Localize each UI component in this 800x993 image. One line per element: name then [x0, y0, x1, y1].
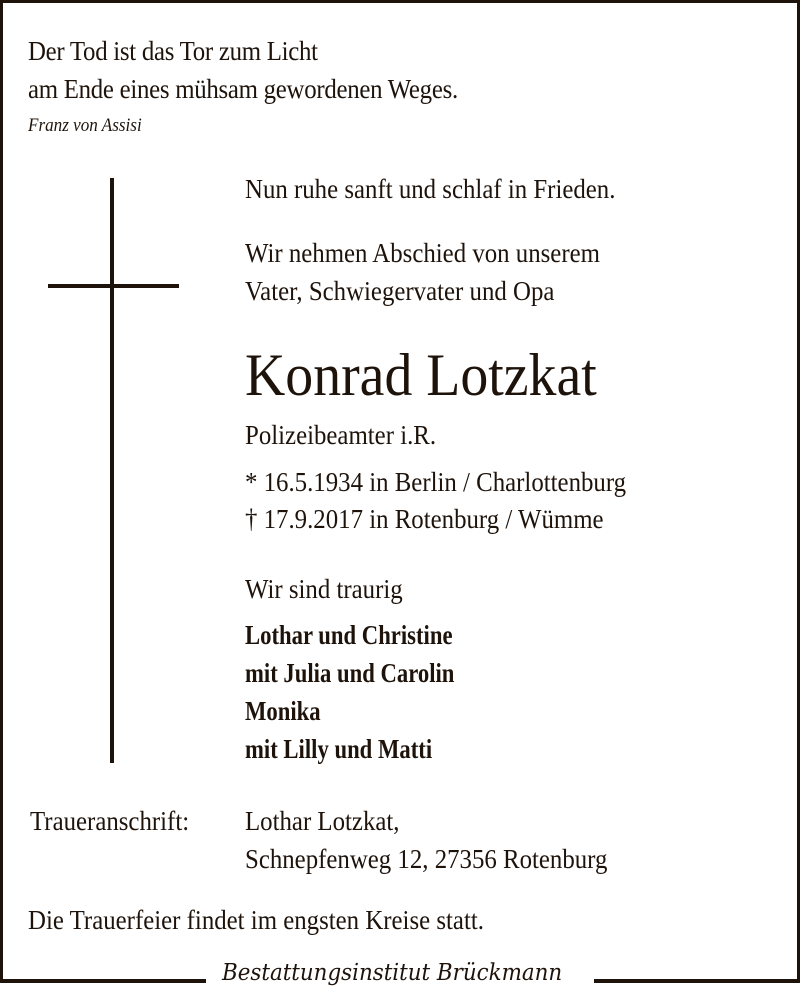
deceased-title: Polizeibeamter i.R. — [245, 420, 437, 450]
address-label: Traueranschrift: — [30, 806, 190, 836]
quote-line: Der Tod ist das Tor zum Licht — [28, 36, 318, 66]
death-date: † 17.9.2017 in Rotenburg / Wümme — [245, 504, 604, 534]
quote-author: Franz von Assisi — [28, 115, 142, 136]
rest-in-peace-line: Nun ruhe sanft und schlaf in Frieden. — [245, 174, 616, 204]
mourner-line: mit Lilly und Matti — [245, 734, 433, 764]
frame-border-bottom-left — [0, 979, 206, 983]
funeral-home-signature: Bestattungsinstitut Brückmann — [222, 960, 563, 986]
mourners-intro: Wir sind traurig — [245, 574, 403, 604]
address-line: Lothar Lotzkat, — [245, 806, 400, 836]
address-line: Schnepfenweg 12, 27356 Rotenburg — [245, 844, 608, 874]
birth-date: * 16.5.1934 in Berlin / Charlottenburg — [245, 467, 627, 497]
cross-horizontal-bar — [48, 284, 179, 288]
deceased-name: Konrad Lotzkat — [245, 342, 597, 408]
mourner-line: mit Julia und Carolin — [245, 658, 455, 688]
frame-border-bottom-right — [594, 979, 800, 983]
frame-border-left — [0, 0, 3, 983]
mourner-line: Monika — [245, 696, 321, 726]
farewell-line: Wir nehmen Abschied von unserem — [245, 238, 600, 268]
farewell-line: Vater, Schwiegervater und Opa — [245, 276, 555, 306]
ceremony-note: Die Trauerfeier findet im engsten Kreise statt. — [28, 905, 484, 935]
frame-border-top — [0, 0, 800, 3]
cross-vertical-bar — [110, 178, 114, 763]
quote-line: am Ende eines mühsam gewordenen Weges. — [28, 74, 458, 104]
mourner-line: Lothar und Christine — [245, 620, 453, 650]
